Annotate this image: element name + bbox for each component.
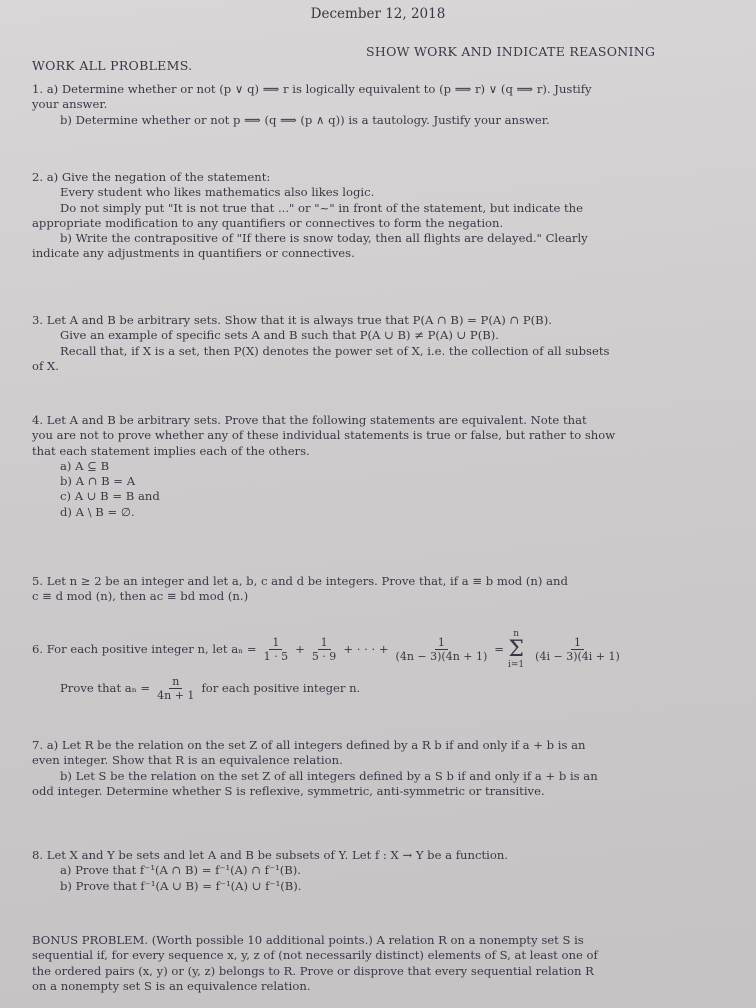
problem-2a: 2. a) Give the negation of the statement: <box>32 170 271 184</box>
instruction-work-all: WORK ALL PROBLEMS. <box>32 58 193 73</box>
fraction-closed-form: $\frac{n}{4n + 1}$ <box>157 675 195 703</box>
problem-6-prove-tail: for each positive integer n. <box>201 681 361 696</box>
problem-6-prove-lead: Prove that aₙ = <box>60 681 151 696</box>
problem-1a-line1: 1. a) Determine whether or not (p ∨ q) ⟹ r is logically equivalent to (p ⟹ r) ∨ (q ⟹ r). Justify <box>32 82 592 96</box>
problem-2-note-line1: Do not simply put "It is not true that ..." or "~" in front of the statement, but indicate the <box>60 200 583 215</box>
problem-3-line1: 3. Let A and B be arbitrary sets. Show that it is always true that P(A ∩ B) = P(A) ∩ P(B). <box>32 313 552 327</box>
problem-3-line4: of X. <box>32 358 59 373</box>
problem-1a-line2: your answer. <box>32 97 108 112</box>
problem-2 <box>32 170 720 262</box>
bonus-problem <box>32 933 720 994</box>
problem-4c: c) A ∪ B = B and <box>60 489 160 504</box>
problem-2b-line2: indicate any adjustments in quantifiers or connectives. <box>32 246 355 261</box>
bonus-line2: sequential if, for every sequence x, y, z of (not necessarily distinct) elements of S, at least one of <box>32 948 598 963</box>
bonus-line3: the ordered pairs (x, y) or (y, z) belongs to R. Prove or disprove that every sequential relation R <box>32 963 594 978</box>
problem-5-line1: 5. Let n ≥ 2 be an integer and let a, b, c and d be integers. Prove that, if a ≡ b mod (n) and <box>32 574 568 588</box>
problem-2-statement: Every student who likes mathematics also likes logic. <box>60 185 375 200</box>
problem-4-line2: you are not to prove whether any of these individual statements is true or false, but rather to show <box>32 428 616 443</box>
fraction-summand: $\frac{1}{(4i - 3)(4i + 1)}$ <box>535 635 620 663</box>
problem-7b-line1: b) Let S be the relation on the set Z of all integers defined by a S b if and only if a + b is an <box>60 768 598 783</box>
problem-2b-line1: b) Write the contrapositive of "If there is snow today, then all flights are delayed." Clearly <box>60 231 588 246</box>
problem-7a-line2: even integer. Show that R is an equivalence relation. <box>32 753 343 768</box>
problem-8a: a) Prove that f⁻¹(A ∩ B) = f⁻¹(A) ∩ f⁻¹(B). <box>60 863 301 878</box>
problem-6-lead: 6. For each positive integer n, let aₙ = <box>32 642 257 657</box>
exam-date: December 12, 2018 <box>310 6 446 22</box>
problem-8-line1: 8. Let X and Y be sets and let A and B be subsets of Y. Let f : X → Y be a function. <box>32 848 508 862</box>
problem-8b: b) Prove that f⁻¹(A ∪ B) = f⁻¹(A) ∪ f⁻¹(B). <box>60 878 302 893</box>
summation-symbol: n Σ i=1 <box>508 629 525 670</box>
problem-6 <box>32 630 720 702</box>
equals-sign: = <box>494 642 505 657</box>
fraction-term-n: $\frac{1}{(4n - 3)(4n + 1)}$ <box>395 635 488 663</box>
problem-3 <box>32 313 720 374</box>
plus-sign: + <box>295 642 305 657</box>
problem-7a-line1: 7. a) Let R be the relation on the set Z of all integers defined by a R b if and only if a + b is an <box>32 738 586 752</box>
problem-4b: b) A ∩ B = A <box>60 474 136 489</box>
problem-6-claim <box>32 676 720 702</box>
problem-7 <box>32 738 720 799</box>
problem-4-line3: that each statement implies each of the others. <box>32 443 310 458</box>
problem-4 <box>32 413 720 520</box>
problem-6-definition <box>32 630 720 670</box>
fraction-term-2: $\frac{1}{5 \cdot 9}$ <box>311 635 337 663</box>
bonus-line4: on a nonempty set S is an equivalence relation. <box>32 978 311 993</box>
problem-3-line2: Give an example of specific sets A and B such that P(A ∪ B) ≠ P(A) ∪ P(B). <box>60 328 499 343</box>
problem-1b: b) Determine whether or not p ⟹ (q ⟹ (p ∧ q)) is a tautology. Justify your answer. <box>60 112 550 127</box>
problem-4a: a) A ⊆ B <box>60 458 110 473</box>
problem-1 <box>32 82 720 128</box>
bonus-line1: BONUS PROBLEM. (Worth possible 10 additional points.) A relation R on a nonempty set S is <box>32 933 584 947</box>
instruction-show-work: SHOW WORK AND INDICATE REASONING <box>366 44 656 59</box>
problem-3-line3: Recall that, if X is a set, then P(X) denotes the power set of X, i.e. the collection of all subsets <box>60 343 610 358</box>
problem-4d: d) A \ B = ∅. <box>60 504 135 519</box>
fraction-term-1: $\frac{1}{1 \cdot 5}$ <box>263 635 289 663</box>
problem-5-line2: c ≡ d mod (n), then ac ≡ bd mod (n.) <box>32 589 249 604</box>
problem-7b-line2: odd integer. Determine whether S is reflexive, symmetric, anti-symmetric or transitive. <box>32 783 545 798</box>
problem-4-line1: 4. Let A and B be arbitrary sets. Prove that the following statements are equivalent. Note that <box>32 413 587 427</box>
problem-2-note-line2: appropriate modification to any quantifiers or connectives to form the negation. <box>32 215 504 230</box>
problem-8 <box>32 848 720 894</box>
ellipsis-plus: + · · · + <box>343 642 389 657</box>
problem-5 <box>32 574 720 605</box>
